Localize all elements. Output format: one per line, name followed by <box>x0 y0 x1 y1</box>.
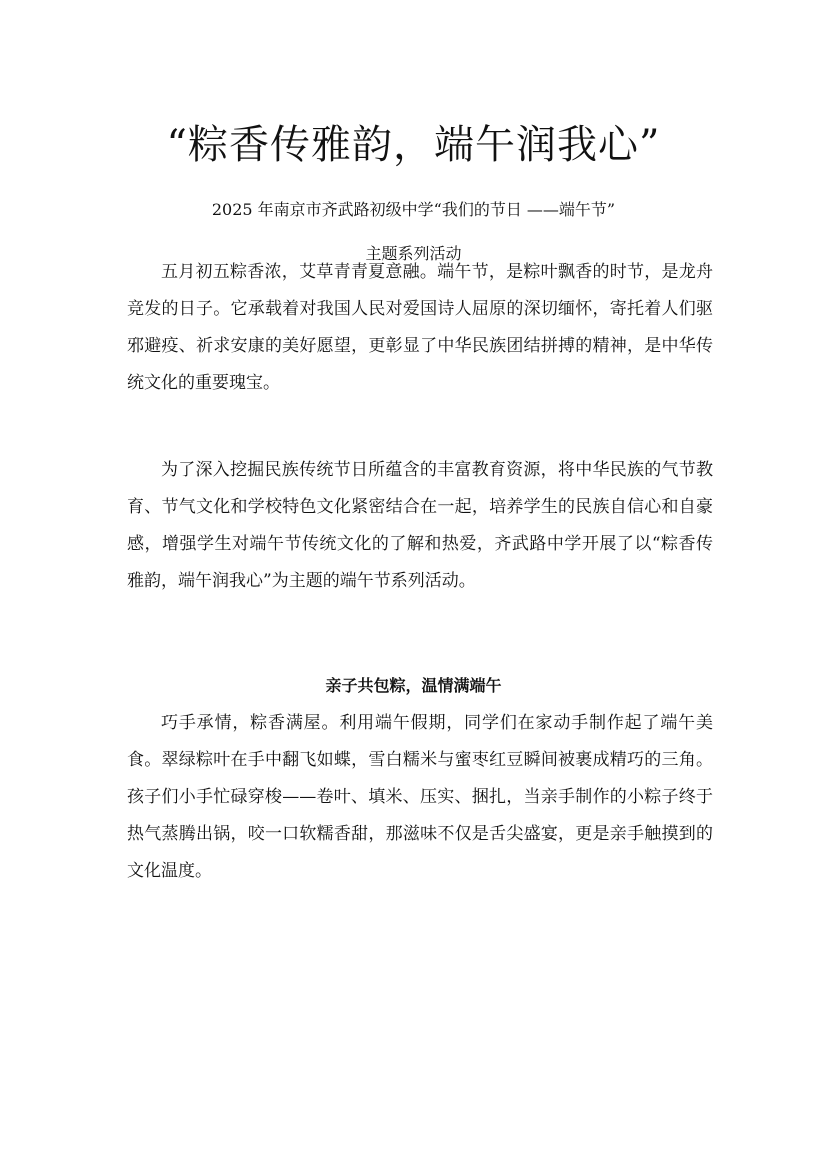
document-subtitle-line2: 主题系列活动 <box>365 244 462 263</box>
intro-paragraph: 五月初五粽香浓，艾草青青夏意融。端午节，是粽叶飘香的时节，是龙舟竞发的日子。它承载着对我国人民对爱国诗人屈原的深切缅怀，寄托着人们驱邪避疫、祈求安康的美好愿望，更彰显了中华民族团结拼搏的精神，是中华传统文化的重要瑰宝。 <box>127 262 713 393</box>
purpose-paragraph: 为了深入挖掘民族传统节日所蕴含的丰富教育资源，将中华民族的气节教育、节气文化和学校特色文化紧密结合在一起，培养学生的民族自信心和自豪感，增强学生对端午节传统文化的了解和热爱，齐武路中学开展了以“粽香传雅韵，端午润我心”为主题的端午节系列活动。 <box>127 460 713 591</box>
section-paragraph: 巧手承情，粽香满屋。利用端午假期，同学们在家动手制作起了端午美食。翠绿粽叶在手中翻飞如蝶，雪白糯米与蜜枣红豆瞬间被裹成精巧的三角。孩子们小手忙碌穿梭——卷叶、填米、压实、捆扎，当亲手制作的小粽子终于热气蒸腾出锅，咬一口软糯香甜，那滋味不仅是舌尖盛宴，更是亲手触摸到的文化温度。 <box>127 713 713 881</box>
document-subtitle-line1: 2025 年南京市齐武路初级中学“我们的节日 ——端午节” <box>211 200 616 219</box>
document-title: “粽香传雅韵，端午润我心” <box>166 122 661 168</box>
section-heading: 亲子共包粽，温情满端午 <box>325 676 502 695</box>
